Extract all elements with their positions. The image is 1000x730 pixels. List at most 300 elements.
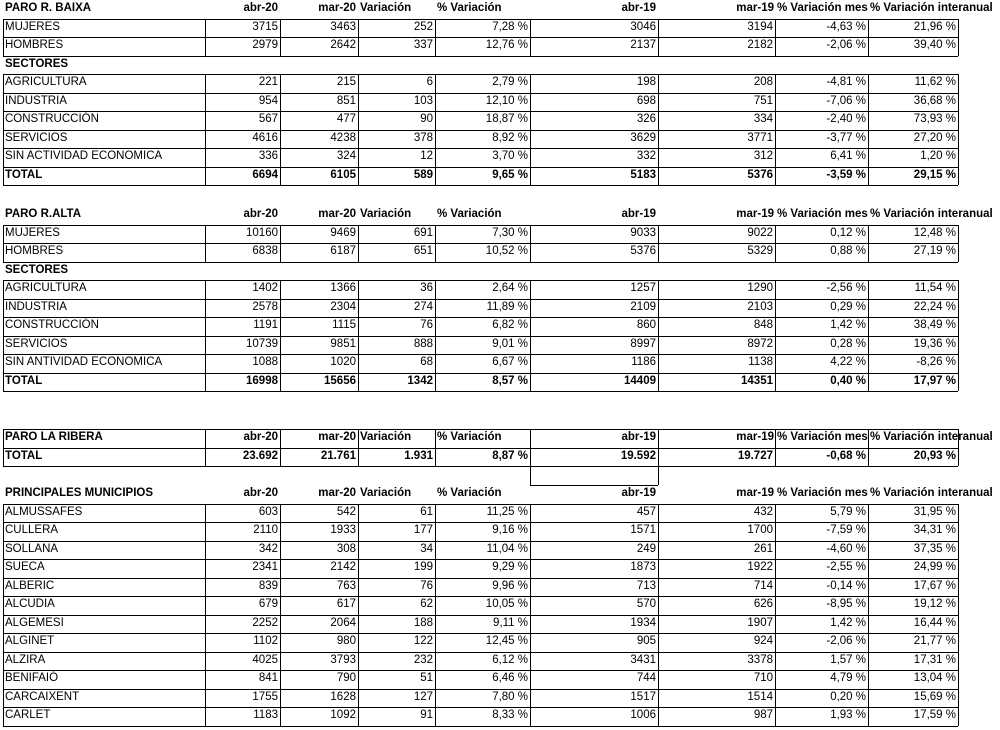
ribera-total-value: 23.692 [242,449,278,462]
municipio-row-value: 91 [420,709,433,721]
sector-row-value: 1,42 % [830,319,866,331]
municipio-row-value: 9,11 % [493,616,528,629]
municipio-row-value: 1183 [253,709,278,721]
data-row-value: 0,88 % [830,245,866,257]
cell-border [658,466,659,485]
municipio-row-value: 9,16 % [492,524,528,536]
sector-row-value: 334 [753,113,773,125]
sector-row-value: 1115 [332,319,356,331]
municipio-row-value: 1755 [252,690,278,703]
sector-row-value: 76 [420,319,433,331]
municipio-row-value: 1006 [630,709,656,721]
sector-row-value: 336 [258,150,278,162]
data-row-value: -2,06 % [826,39,866,51]
column-header: mar-19 [736,2,774,14]
data-row-value: 27,19 % [913,245,956,257]
municipio-row-value: 34,31 % [913,524,956,536]
municipio-row-value: -0,14 % [826,579,866,592]
sector-row-value: 3771 [747,131,773,144]
municipio-row-value: 3793 [330,653,356,666]
sector-row-value: 0,29 % [830,300,866,313]
sector-row-value: 2,79 % [492,76,528,88]
data-row-label: HOMBRES [5,39,64,51]
municipio-row-value: 1934 [630,616,656,629]
data-row-value: 3463 [330,20,356,33]
sector-row-label: AGRICULTURA [5,282,87,294]
data-row-value: 39,40 % [913,39,956,51]
data-row-value: 9469 [330,226,356,239]
municipio-row-value: 17,31 % [913,653,956,666]
ribera-total-label: TOTAL [5,449,43,462]
sector-row-value: 6 [426,76,433,88]
sector-row-value: 103 [413,94,433,107]
sector-row-value: 208 [753,76,773,88]
data-row-value: 9022 [747,226,773,239]
municipio-row-value: 617 [336,598,356,610]
ribera-total-value: 20,93 % [913,449,956,462]
municipio-row-value: -2,55 % [826,561,866,573]
cell-border [958,74,959,185]
total-row-label: TOTAL [5,168,43,181]
sector-row-value: 1,20 % [920,150,956,162]
municipio-row-value: -8,95 % [826,598,866,610]
municipio-row-value: 603 [258,505,278,518]
municipio-row-value: -4,60 % [826,542,866,555]
sector-row-value: 751 [753,94,773,107]
sector-row-value: 11,62 % [914,76,956,88]
column-header: mar-19 [736,208,774,220]
municipio-row-value: 2064 [330,616,356,629]
data-row-label: MUJERES [5,20,60,33]
municipio-row-value: 2110 [253,524,278,536]
municipio-row-value: 1,42 % [830,616,866,629]
municipio-row-value: 924 [753,635,773,647]
municipio-row-value: 21,77 % [913,635,956,647]
data-row-value: 5376 [630,245,656,257]
column-header: abr-20 [243,431,278,443]
sector-row-value: -7,06 % [826,94,866,107]
sector-row-label: SERVICIOS [5,131,68,144]
municipio-row-value: 11,25 % [486,505,528,518]
municipio-row-value: 2142 [330,561,356,573]
municipio-row-value: 16,44 % [913,616,956,629]
sector-row-label: SERVICIOS [5,337,68,350]
municipio-row-value: 1873 [630,561,656,573]
sector-row-value: -8,26 % [916,356,956,368]
municipio-row-value: 3378 [747,653,773,666]
sector-row-value: 12,10 % [485,94,528,107]
municipio-row-value: 12,45 % [485,635,528,647]
sector-row-value: 36,68 % [913,94,956,107]
sector-row-value: 6,67 % [492,356,528,368]
municipio-row-label: CULLERA [5,524,59,536]
data-row-label: HOMBRES [5,245,64,257]
sector-row-value: 1366 [330,282,356,294]
sector-row-value: 1290 [747,282,773,294]
sector-row-value: 2109 [630,300,656,313]
total-row-value: 6105 [330,168,356,181]
sector-row-value: 2578 [252,300,278,313]
municipio-row-value: 1933 [330,524,356,536]
municipio-row-label: ALGEMESI [5,616,64,629]
municipio-row-value: 31,95 % [913,505,956,518]
municipio-row-value: 5,79 % [830,505,866,518]
cell-border [958,280,959,391]
data-row-value: 252 [413,20,433,33]
column-header: abr-19 [621,431,656,443]
total-row-value: 0,40 % [830,374,866,387]
column-header: % Variación [437,487,502,499]
municipio-row-label: ALZIRA [5,653,46,666]
municipio-row-label: SUECA [5,561,45,573]
section-title: PARO LA RIBERA [5,431,103,443]
cell-border [958,429,959,466]
municipio-row-value: 4,79 % [830,672,866,684]
data-row-value: 6187 [330,245,356,257]
municipio-row-value: 249 [636,542,656,555]
municipio-row-value: 679 [258,598,278,610]
municipio-row-value: 308 [336,542,356,555]
column-header: mar-19 [736,487,774,499]
municipio-row-value: 1922 [747,561,773,573]
sector-row-value: -2,40 % [826,113,866,125]
column-header: mar-20 [318,431,356,443]
municipio-row-value: 19,12 % [913,598,956,610]
municipio-row-value: 744 [636,672,656,684]
data-row-value: 2137 [630,39,656,51]
municipio-row-value: 9,96 % [492,579,528,592]
total-row-value: -3,59 % [826,168,866,181]
sector-row-value: -2,56 % [826,282,866,294]
data-row-value: 337 [413,39,433,51]
data-row-value: 651 [413,245,433,257]
sector-row-value: 477 [336,113,356,125]
cell-border [958,19,959,56]
column-header: abr-20 [243,208,278,220]
ribera-total-value: 8,87 % [492,449,528,462]
sector-row-value: 8997 [630,337,656,350]
sector-row-value: 12 [420,150,433,162]
data-row-value: 21,96 % [913,20,956,33]
total-row-value: 5183 [630,168,656,181]
data-row-value: 2642 [330,39,356,51]
municipio-row-label: CARCAIXENT [5,690,80,703]
column-header: Variación [360,208,412,220]
total-row-label: TOTAL [5,374,43,387]
sector-row-value: 27,20 % [913,131,956,144]
sector-row-label: CONSTRUCCIÓN [5,319,99,331]
municipio-row-value: 1571 [630,524,656,536]
municipio-row-value: 3431 [630,653,656,666]
sector-row-value: 38,49 % [913,319,956,331]
sectors-label: SECTORES [5,57,69,70]
municipio-row-value: 763 [336,579,356,592]
sector-row-value: -3,77 % [826,131,866,144]
sectors-label: SECTORES [5,263,69,276]
total-row-value: 29,15 % [913,168,956,181]
sector-row-value: 90 [420,113,433,125]
column-header: mar-20 [318,487,356,499]
column-header: abr-19 [621,2,656,14]
sector-row-value: 11,89 % [486,300,528,313]
municipio-row-value: 76 [420,579,433,592]
total-row-value: 6694 [252,168,278,181]
data-row-value: 2182 [747,39,773,51]
sector-row-value: 326 [636,113,656,125]
municipio-row-value: 841 [258,672,278,684]
municipio-row-value: 1,93 % [830,709,866,721]
sector-row-value: 3629 [630,131,656,144]
data-row-value: 0,12 % [830,226,866,239]
municipio-row-value: 122 [413,635,433,647]
sector-row-value: 1186 [631,356,656,368]
municipio-row-label: BENIFAIÓ [5,672,59,684]
sector-row-value: 215 [336,76,356,88]
data-row-value: 3194 [747,20,773,33]
municipio-row-value: 17,59 % [913,709,956,721]
data-row-value: -4,63 % [826,20,866,33]
sector-row-value: 19,36 % [913,337,956,350]
municipio-row-value: 13,04 % [913,672,956,684]
sector-row-label: INDUSTRIA [5,94,67,107]
cell-border [3,466,958,467]
column-header: % Variación mes [777,431,868,443]
sector-row-value: 22,24 % [913,300,956,313]
municipio-row-value: 199 [413,561,433,573]
section-title: PARO R. BAIXA [5,2,92,14]
municipio-row-value: 1907 [747,616,773,629]
data-row-label: MUJERES [5,226,60,239]
municipio-row-value: 11,04 % [486,542,528,555]
municipio-row-value: 713 [636,579,656,592]
municipio-row-value: 2252 [252,616,278,629]
cell-border [3,429,958,430]
cell-border [958,225,959,262]
sector-row-value: 3,70 % [492,150,528,162]
cell-border [3,391,958,392]
data-row-value: 3046 [630,20,656,33]
sector-row-label: SIN ACTIVIDAD ECONOMICA [5,150,163,162]
municipio-row-value: 24,99 % [913,561,956,573]
municipio-row-value: 261 [753,542,773,555]
sector-row-value: 1191 [253,319,278,331]
municipio-row-value: -7,59 % [826,524,866,536]
sector-row-value: 36 [420,282,433,294]
municipio-row-value: 1102 [253,635,278,647]
sector-row-value: 73,93 % [913,113,956,125]
cell-border [3,726,958,727]
sector-row-value: 1088 [252,356,278,368]
column-header: abr-19 [621,487,656,499]
sector-row-value: 6,82 % [492,319,528,331]
total-row-value: 8,57 % [492,374,528,387]
sector-row-value: 198 [636,76,656,88]
cell-border [3,185,958,186]
column-header: % Variación interanual [870,208,993,220]
column-header: abr-20 [243,2,278,14]
municipio-row-value: 2341 [252,561,278,573]
sector-row-value: 6,41 % [830,150,866,162]
column-header: abr-20 [243,487,278,499]
municipio-row-value: 6,12 % [492,653,528,666]
municipio-row-value: 839 [258,579,278,592]
municipio-row-value: 232 [413,653,433,666]
total-row-value: 16998 [246,374,278,387]
municipio-row-value: 342 [258,542,278,555]
column-header: Variación [360,431,412,443]
cell-border [530,466,531,485]
column-header: Variación [360,487,412,499]
municipio-row-label: SOLLANA [5,542,59,555]
sector-row-value: -4,81 % [826,76,866,88]
municipio-row-value: 542 [336,505,356,518]
sector-row-value: 567 [258,113,278,125]
municipio-row-label: ALBERIC [5,579,55,592]
municipio-row-value: 34 [420,542,433,555]
data-row-value: 10,52 % [485,245,528,257]
sector-row-value: 4,22 % [830,356,866,368]
municipio-row-value: 1092 [330,709,356,721]
column-header: % Variación [437,208,502,220]
municipio-row-label: ALMUSSAFES [5,505,83,518]
data-row-value: 9033 [630,226,656,239]
municipio-row-value: 710 [753,672,773,684]
total-row-value: 1342 [407,374,433,387]
ribera-total-value: 19.592 [620,449,656,462]
sector-row-value: 221 [258,76,278,88]
section-title: PARO R.ALTA [5,208,82,220]
data-row-value: 691 [413,226,433,239]
sector-row-value: 8972 [747,337,773,350]
data-row-value: 5329 [747,245,773,257]
municipio-row-value: 10,05 % [485,598,528,610]
municipio-row-value: 432 [753,505,773,518]
sector-row-value: 4238 [330,131,356,144]
municipio-row-value: 457 [636,505,656,518]
municipio-row-value: 51 [420,672,433,684]
column-header: % Variación mes [777,2,868,14]
municipio-row-value: 987 [753,709,773,721]
sector-row-value: 860 [636,319,656,331]
municipio-row-value: 9,29 % [492,561,528,573]
ribera-total-value: 19.727 [737,449,773,462]
municipio-row-value: 1628 [330,690,356,703]
sector-row-value: 9851 [330,337,356,350]
municipio-row-value: 714 [753,579,773,592]
data-row-value: 12,48 % [913,226,956,239]
sector-row-value: 274 [413,300,433,313]
column-header: mar-20 [318,2,356,14]
sector-row-value: 324 [336,150,356,162]
data-row-value: 2979 [252,39,278,51]
municipio-row-value: 6,46 % [492,672,528,684]
municipio-row-value: 177 [413,524,433,536]
sector-row-value: 0,28 % [830,337,866,350]
sector-row-value: 378 [413,131,433,144]
data-row-value: 7,30 % [492,226,528,239]
sector-row-value: 2103 [747,300,773,313]
municipio-row-value: 1,57 % [830,653,866,666]
ribera-total-value: -0,68 % [826,449,866,462]
sector-row-value: 848 [753,319,773,331]
municipio-row-value: 905 [636,635,656,647]
sector-row-value: 10739 [246,337,278,350]
sector-row-value: 68 [420,356,433,368]
total-row-value: 589 [413,168,433,181]
data-row-value: 6838 [252,245,278,257]
cell-border [958,504,959,726]
municipio-row-value: 8,33 % [492,709,528,721]
data-row-value: 12,76 % [485,39,528,51]
total-row-value: 17,97 % [913,374,956,387]
municipio-row-value: 980 [336,635,356,647]
ribera-total-value: 1.931 [404,449,433,462]
municipio-row-value: 1514 [747,690,773,703]
column-header: mar-19 [736,431,774,443]
sector-row-value: 698 [636,94,656,107]
sector-row-value: 2304 [330,300,356,313]
municipio-row-label: ALCUDIA [5,598,55,610]
sector-row-label: INDUSTRIA [5,300,67,313]
municipio-row-value: -2,06 % [826,635,866,647]
municipio-row-value: 1517 [630,690,656,703]
municipio-row-value: 61 [420,505,433,518]
sector-row-label: CONSTRUCCIÓN [5,113,99,125]
column-header: % Variación interanual [870,487,993,499]
sector-row-value: 18,87 % [485,113,528,125]
sector-row-value: 1020 [330,356,356,368]
total-row-value: 14409 [624,374,656,387]
sector-row-value: 9,01 % [492,337,528,350]
data-row-value: 7,28 % [492,20,528,33]
municipio-row-value: 62 [420,598,433,610]
data-row-value: 10160 [246,226,278,239]
municipio-row-value: 37,35 % [913,542,956,555]
data-row-value: 3715 [252,20,278,33]
sector-row-value: 332 [636,150,656,162]
column-header: % Variación mes [777,208,868,220]
ribera-total-value: 21.761 [320,449,356,462]
municipio-row-value: 7,80 % [492,690,528,703]
sector-row-value: 1138 [748,356,773,368]
sector-row-value: 1402 [252,282,278,294]
total-row-value: 15656 [324,374,356,387]
column-header: % Variación interanual [870,431,993,443]
column-header: % Variación [437,431,502,443]
column-header: mar-20 [318,208,356,220]
column-header: % Variación mes [777,487,868,499]
municipio-row-value: 4025 [252,653,278,666]
municipio-row-value: 790 [336,672,356,684]
sector-row-value: 2,64 % [492,282,528,294]
total-row-value: 9,65 % [492,168,528,181]
sector-row-value: 11,54 % [914,282,956,294]
municipio-row-value: 0,20 % [830,690,866,703]
sector-row-value: 888 [413,337,433,350]
sector-row-value: 851 [336,94,356,107]
section-title: PRINCIPALES MUNICIPIOS [5,487,154,499]
municipio-row-value: 17,67 % [913,579,956,592]
sector-row-value: 4616 [252,131,278,144]
sector-row-label: SIN ANTIVIDAD ECONOMICA [5,356,163,368]
sector-row-value: 1257 [630,282,656,294]
municipio-row-value: 626 [753,598,773,610]
column-header: % Variación [437,2,502,14]
column-header: % Variación interanual [870,2,993,14]
municipio-row-value: 188 [413,616,433,629]
municipio-row-value: 570 [636,598,656,610]
municipio-row-label: ALGINET [5,635,55,647]
